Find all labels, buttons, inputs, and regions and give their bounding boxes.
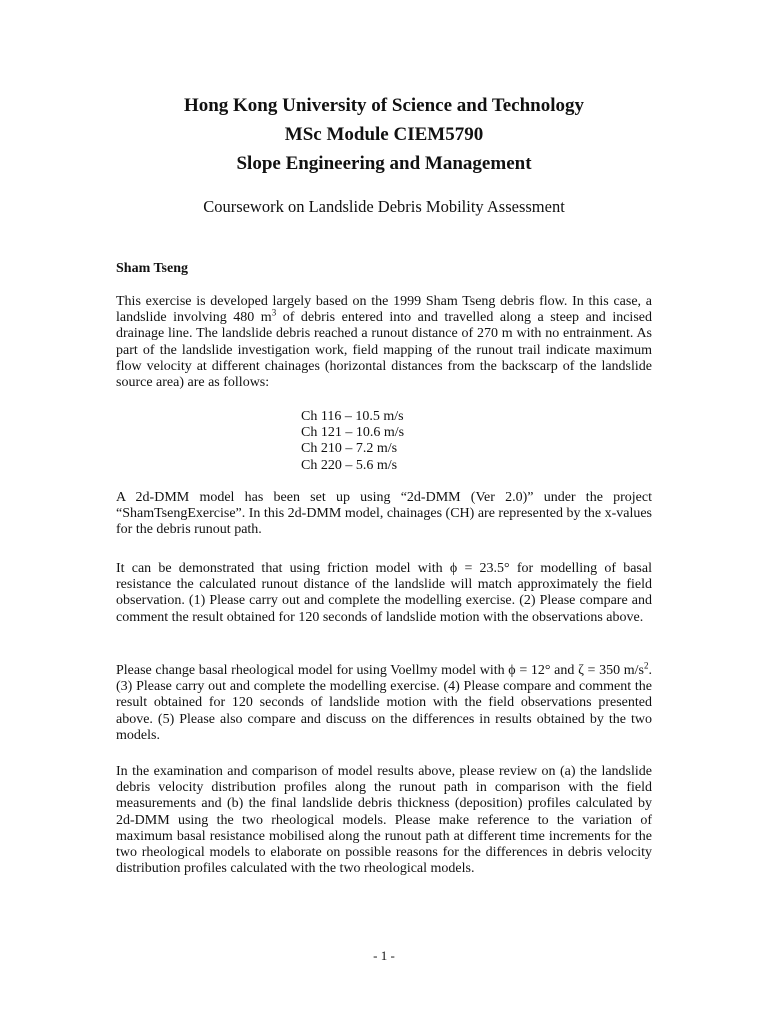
coursework-subtitle: Coursework on Landslide Debris Mobility Assessment [203,197,565,216]
voellmy-text-a: Please change basal rheological model for using Voellmy model with ϕ = 12° and ζ = 350 m/s [116,663,644,678]
course-title: Slope Engineering and Management [236,153,532,174]
velocity-list [301,409,404,474]
section-title: Sham Tseng [116,261,188,276]
intro-text-b: of debris entered into and travelled along a steep and incised drainage line. The landslide debris reached a runout distance of 270 m with no entrainment. As part of the landslide investigation work, field mapping of the runout trail indicate maximum flow velocity at different chainages (horizontal distances from the backscarp of the landslide source area) are as follows: [116,310,652,391]
intro-text-a: This exercise is developed largely based on the 1999 Sham Tseng debris flow. In this case, a landslide involving 480 m [116,294,652,326]
list-item: Ch 116 – 10.5 m/s [301,409,404,424]
voellmy-superscript: 2 [644,660,649,671]
list-item: Ch 220 – 5.6 m/s [301,457,398,473]
university-title: Hong Kong University of Science and Technology [183,95,585,116]
model-setup-paragraph: A 2d-DMM model has been set up using “2d-DMM (Ver 2.0)” under the project “ShamTsengExercise”. In this 2d-DMM model, chainages (CH) are represented by the x-values for the debris runout path. [116,490,652,538]
friction-paragraph: It can be demonstrated that using friction model with ϕ = 23.5° for modelling of basal resistance the calculated runout distance of the landslide will match approximately the field observation. (1) Please carry out and complete the modelling exercise. (2) Please compare and comment the result obtained for 120 seconds of landslide motion with the observations above. [116,561,652,625]
list-item: Ch 121 – 10.6 m/s [301,425,405,441]
intro-superscript: 3 [271,307,277,318]
voellmy-text-b: . (3) Please carry out and complete the modelling exercise. (4) Please compare and comment the result obtained for 120 seconds of landslide motion with the field observations presented above. (5) Please also compare and discuss on the differences in results obtained by the two models. [116,663,652,743]
examination-paragraph: In the examination and comparison of model results above, please review on (a) the landslide debris velocity distribution profiles along the runout path in comparison with the field measurements and (b) the final landslide debris thickness (deposition) profiles calculated by 2d-DMM using the two rheological models. Please make reference to the variation of maximum basal resistance mobilised along the runout path at different time increments for the two rheological models to elaborate on possible reasons for the differences in debris velocity distribution profiles calculated with the two rheological models. [116,764,652,877]
voellmy-paragraph [116,660,652,744]
module-title: MSc Module CIEM5790 [284,124,484,145]
intro-paragraph [116,294,652,391]
list-item: Ch 210 – 7.2 m/s [301,441,398,457]
page-number: - 1 - [373,948,395,963]
